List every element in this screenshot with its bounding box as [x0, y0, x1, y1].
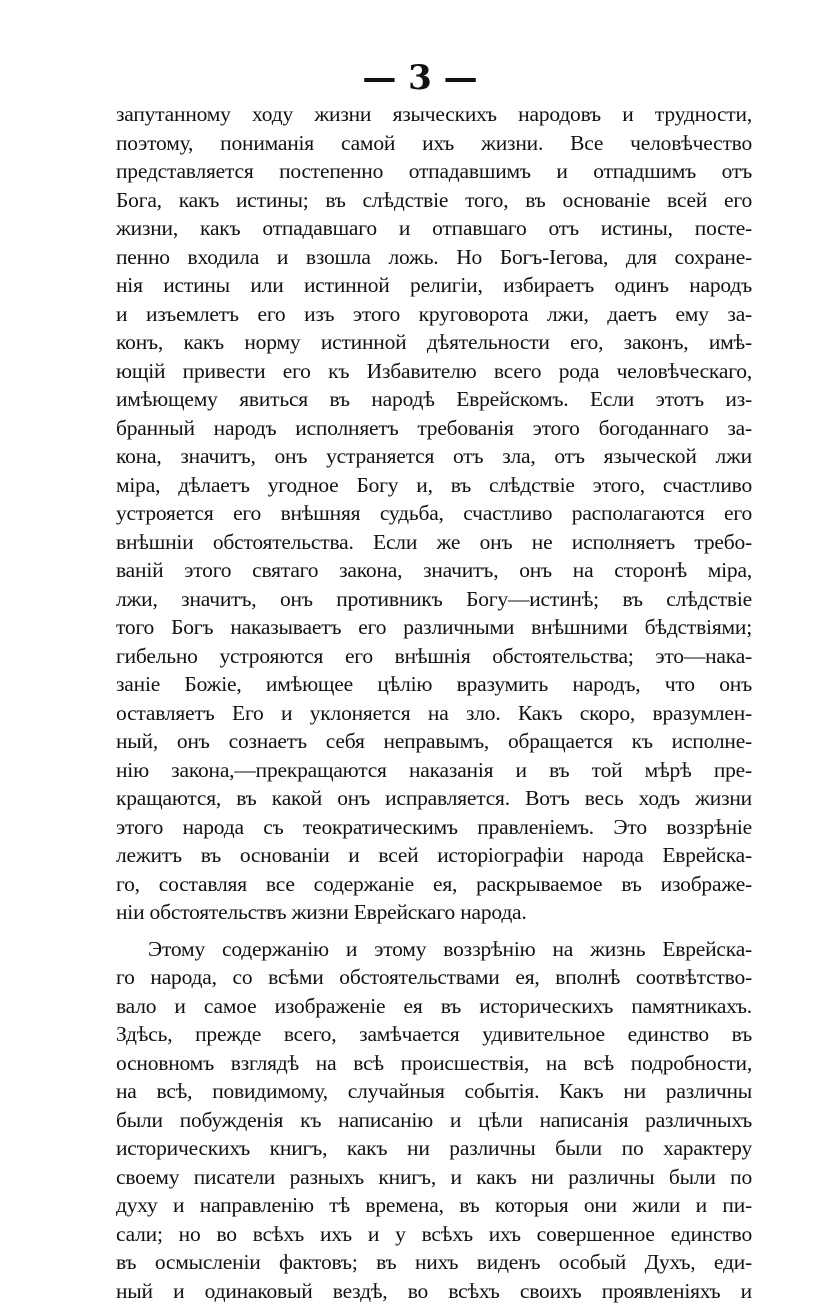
text-line: заніе Божіе, имѣющее цѣлію вразумить народъ, что онъ	[116, 670, 752, 699]
text-line: этого народа съ теократическимъ правленіемъ. Это воззрѣніе	[116, 813, 752, 842]
text-line: въ осмысленіи фактовъ; въ нихъ виденъ особый Духъ, еди-	[116, 1248, 752, 1277]
text-line: ющій привести его къ Избавителю всего рода человѣческаго,	[116, 357, 752, 386]
text-line: внѣшніи обстоятельства. Если же онъ не исполняетъ требо-	[116, 528, 752, 557]
text-line: Здѣсь, прежде всего, замѣчается удивительное единство въ	[116, 1020, 752, 1049]
text-line: историческихъ книгъ, какъ ни различны были по характеру	[116, 1134, 752, 1163]
text-line: кона, значитъ, онъ устраняется отъ зла, отъ языческой лжи	[116, 442, 752, 471]
text-line: вало и самое изображеніе ея въ историческихъ памятникахъ.	[116, 992, 752, 1021]
text-line: ный, онъ сознаетъ себя неправымъ, обращается къ исполне-	[116, 727, 752, 756]
text-line: ваній этого святаго закона, значитъ, онъ на сторонѣ міра,	[116, 556, 752, 585]
paragraph-gap	[116, 927, 752, 935]
text-line: гибельно устрояются его внѣшнія обстоятельства; это—нака-	[116, 642, 752, 671]
text-line: представляется постепенно отпадавшимъ и отпадшимъ отъ	[116, 157, 752, 186]
text-line: запутанному ходу жизни языческихъ народовъ и трудности,	[116, 100, 752, 129]
paragraph-2	[116, 935, 752, 1305]
text-line: на всѣ, повидимому, случайныя событія. Какъ ни различны	[116, 1077, 752, 1106]
text-line: основномъ взглядѣ на всѣ происшествія, на всѣ подробности,	[116, 1049, 752, 1078]
text-line: и изъемлетъ его изъ этого круговорота лжи, даетъ ему за-	[116, 300, 752, 329]
text-line: ный и одинаковый вездѣ, во всѣхъ своихъ проявленіяхъ и	[116, 1277, 752, 1305]
text-line: устрояется его внѣшняя судьба, счастливо располагаются его	[116, 499, 752, 528]
text-line: поэтому, пониманія самой ихъ жизни. Все человѣчество	[116, 129, 752, 158]
text-line: Этому содержанію и этому воззрѣнію на жизнь Еврейска-	[116, 935, 752, 964]
text-line: лежитъ въ основаніи и всей исторіографіи народа Еврейска-	[116, 841, 752, 870]
text-line: жизни, какъ отпадавшаго и отпавшаго отъ истины, посте-	[116, 214, 752, 243]
text-line: нія истины или истинной религіи, избираетъ одинъ народъ	[116, 271, 752, 300]
text-line: міра, дѣлаетъ угодное Богу и, въ слѣдствіе этого, счастливо	[116, 471, 752, 500]
text-line: лжи, значитъ, онъ противникъ Богу—истинѣ; въ слѣдствіе	[116, 585, 752, 614]
text-line: кращаются, въ какой онъ исправляется. Вотъ весь ходъ жизни	[116, 784, 752, 813]
text-line: духу и направленію тѣ времена, въ которыя они жили и пи-	[116, 1191, 752, 1220]
text-line: своему писатели разныхъ книгъ, и какъ ни различны были по	[116, 1163, 752, 1192]
text-line: того Богъ наказываетъ его различными внѣшними бѣдствіями;	[116, 613, 752, 642]
page-number: — 3 —	[0, 58, 840, 98]
paragraph-1	[116, 100, 752, 927]
text-line: были побужденія къ написанію и цѣли написанія различныхъ	[116, 1106, 752, 1135]
text-line: го, составляя все содержаніе ея, раскрываемое въ изображе-	[116, 870, 752, 899]
text-line: нію закона,—прекращаются наказанія и въ той мѣрѣ пре-	[116, 756, 752, 785]
text-line: пенно входила и взошла ложь. Но Богъ-Іегова, для сохране-	[116, 243, 752, 272]
text-line: конъ, какъ норму истинной дѣятельности его, законъ, имѣ-	[116, 328, 752, 357]
text-line: Бога, какъ истины; въ слѣдствіе того, въ основаніе всей его	[116, 186, 752, 215]
text-line: оставляетъ Его и уклоняется на зло. Какъ скоро, вразумлен-	[116, 699, 752, 728]
text-line: сали; но во всѣхъ ихъ и у всѣхъ ихъ совершенное единство	[116, 1220, 752, 1249]
body-text	[116, 100, 752, 1305]
text-line: имѣющему явиться въ народѣ Еврейскомъ. Если этотъ из-	[116, 385, 752, 414]
text-line: го народа, со всѣми обстоятельствами ея, вполнѣ соотвѣтство-	[116, 963, 752, 992]
text-line: бранный народъ исполняетъ требованія этого богоданнаго за-	[116, 414, 752, 443]
text-line: ніи обстоятельствъ жизни Еврейскаго народа.	[116, 898, 752, 927]
